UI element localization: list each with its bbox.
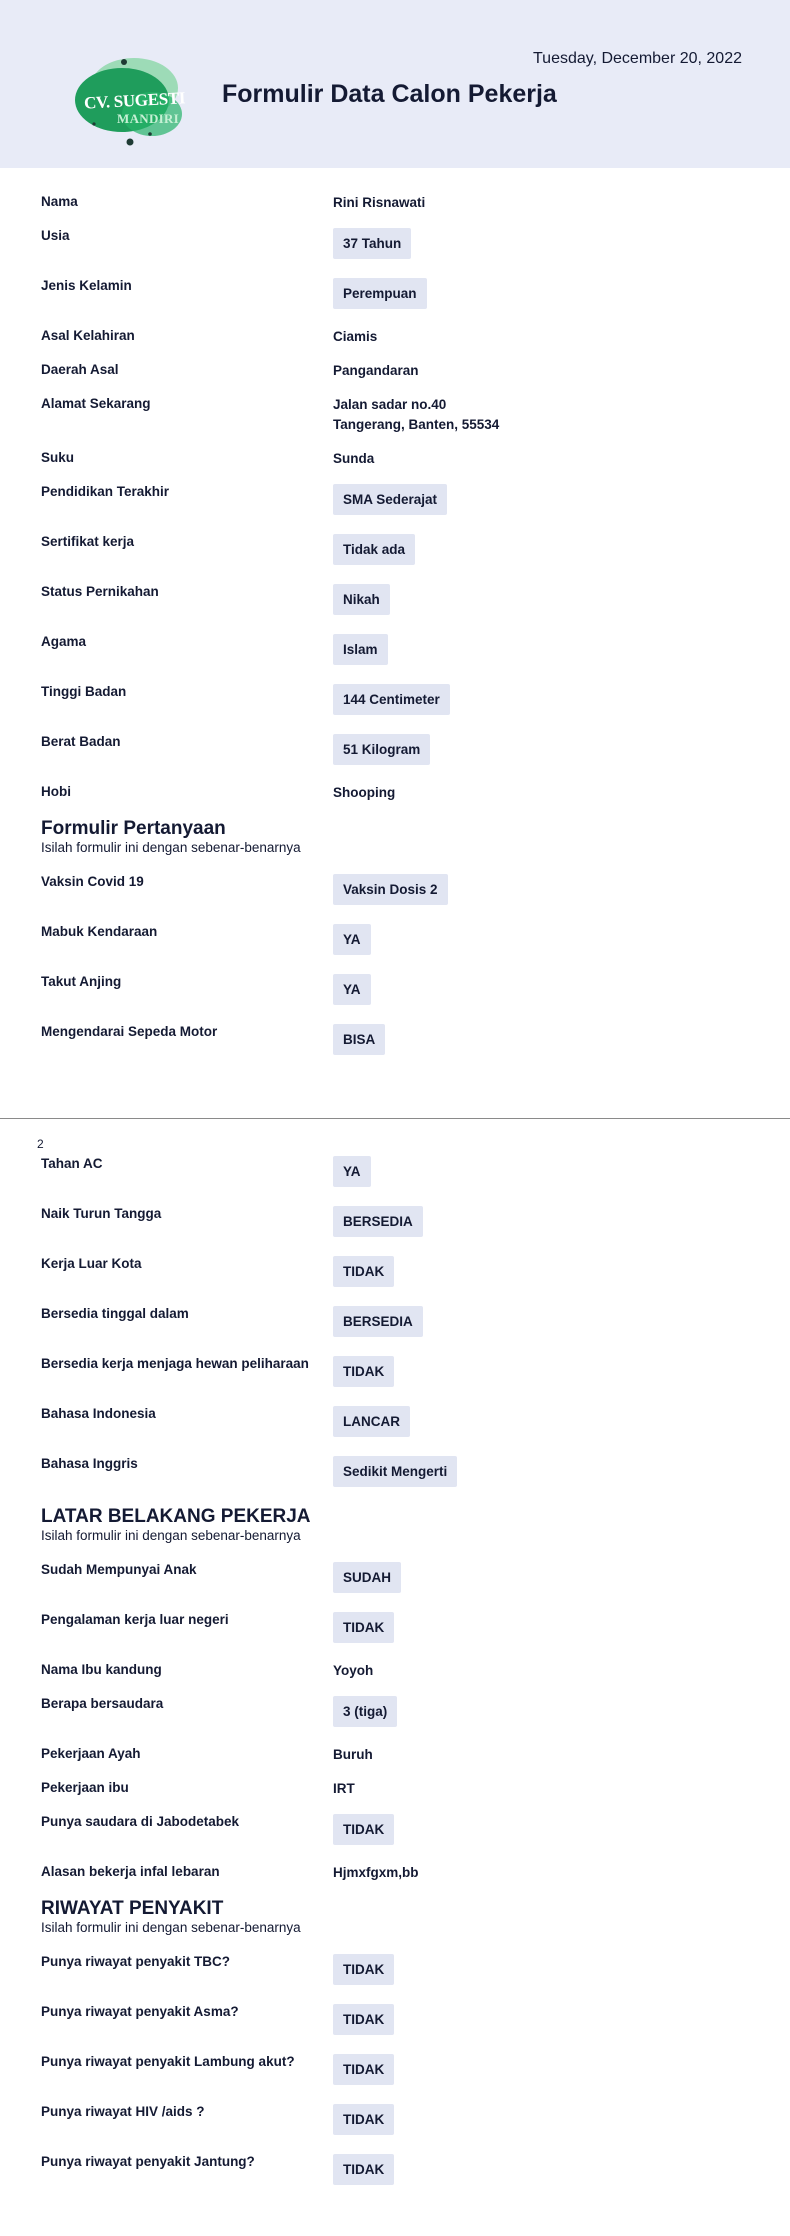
field-label: Nama: [41, 194, 78, 209]
field-value-chip: 51 Kilogram: [333, 734, 430, 765]
field-label: Status Pernikahan: [41, 584, 159, 599]
field-value: Pangandaran: [333, 363, 419, 378]
field-label: Mengendarai Sepeda Motor: [41, 1024, 218, 1039]
field-label: Sertifikat kerja: [41, 534, 135, 549]
field-value-chip: SMA Sederajat: [333, 484, 447, 515]
field-row: [41, 2054, 751, 2084]
field-value-chip: BISA: [333, 1024, 385, 1055]
field-value-chip: TIDAK: [333, 1954, 394, 1985]
field-row: [41, 278, 751, 308]
field-label: Asal Kelahiran: [41, 328, 135, 343]
section-heading: [41, 1898, 301, 1936]
form-header: [0, 0, 790, 168]
field-value: Rini Risnawati: [333, 195, 426, 210]
field-row: [41, 784, 751, 814]
field-row: [41, 1456, 751, 1486]
field-value: Buruh: [333, 1747, 373, 1762]
field-value: Hjmxfgxm,bb: [333, 1865, 419, 1880]
field-value-chip: Perempuan: [333, 278, 427, 309]
field-value-chip: YA: [333, 974, 371, 1005]
field-label: Sudah Mempunyai Anak: [41, 1562, 197, 1577]
field-value-chip: 37 Tahun: [333, 228, 411, 259]
field-value-chip: 144 Centimeter: [333, 684, 450, 715]
form-date: Tuesday, December 20, 2022: [532, 50, 742, 67]
field-row: [41, 1662, 751, 1692]
field-label: Punya riwayat penyakit Lambung akut?: [41, 2054, 295, 2069]
field-label: Kerja Luar Kota: [41, 1256, 142, 1271]
field-value: Yoyoh: [333, 1663, 374, 1678]
field-value-chip: Sedikit Mengerti: [333, 1456, 457, 1487]
field-row: [41, 2154, 751, 2184]
field-label: Punya riwayat penyakit Asma?: [41, 2004, 239, 2019]
field-row: [41, 396, 751, 440]
field-value-chip: Islam: [333, 634, 388, 665]
field-label: Agama: [41, 634, 87, 649]
field-row: [41, 1356, 751, 1386]
field-row: [41, 450, 751, 480]
field-value-chip: Nikah: [333, 584, 390, 615]
field-label: Alasan bekerja infal lebaran: [41, 1864, 220, 1879]
field-row: [41, 1156, 751, 1186]
field-row: [41, 1306, 751, 1336]
field-row: [41, 1780, 751, 1810]
field-label: Punya saudara di Jabodetabek: [41, 1814, 240, 1829]
field-row: [41, 194, 751, 224]
section-heading: [41, 818, 301, 856]
field-row: [41, 734, 751, 764]
field-row: [41, 2004, 751, 2034]
field-label: Bahasa Indonesia: [41, 1406, 156, 1421]
field-row: [41, 634, 751, 664]
field-row: [41, 484, 751, 514]
field-value-chip: YA: [333, 1156, 371, 1187]
field-row: [41, 684, 751, 714]
field-value-chip: 3 (tiga): [333, 1696, 397, 1727]
field-value-chip: TIDAK: [333, 1612, 394, 1643]
field-label: Tahan AC: [41, 1156, 103, 1171]
field-row: [41, 228, 751, 258]
field-row: [41, 328, 751, 358]
field-label: Mabuk Kendaraan: [41, 924, 158, 939]
field-row: [41, 974, 751, 1004]
field-label: Bersedia tinggal dalam: [41, 1306, 189, 1321]
field-label: Pekerjaan Ayah: [41, 1746, 141, 1761]
section-title: LATAR BELAKANG PEKERJA: [41, 1506, 311, 1527]
field-value-chip: Tidak ada: [333, 534, 415, 565]
form-title: Formulir Data Calon Pekerja: [222, 80, 557, 108]
field-row: [41, 1406, 751, 1436]
field-label: Hobi: [41, 784, 71, 799]
field-label: Takut Anjing: [41, 974, 122, 989]
field-row: [41, 534, 751, 564]
field-value: IRT: [333, 1781, 355, 1796]
section-subtitle: Isilah formulir ini dengan sebenar-benarnya: [41, 1920, 301, 1935]
field-label: Bersedia kerja menjaga hewan peliharaan: [41, 1356, 309, 1371]
section-title: Formulir Pertanyaan: [41, 818, 226, 839]
field-label: Daerah Asal: [41, 362, 119, 377]
section-heading: [41, 1506, 311, 1544]
field-row: [41, 1814, 751, 1844]
field-value: Sunda: [333, 451, 375, 466]
field-label: Pengalaman kerja luar negeri: [41, 1612, 229, 1627]
field-value: Shooping: [333, 785, 396, 800]
field-label: Berat Badan: [41, 734, 121, 749]
field-value-chip: SUDAH: [333, 1562, 401, 1593]
field-label: Jenis Kelamin: [41, 278, 132, 293]
field-value-chip: TIDAK: [333, 2054, 394, 2085]
field-value-chip: TIDAK: [333, 2004, 394, 2035]
field-row: [41, 584, 751, 614]
field-row: [41, 924, 751, 954]
field-row: [41, 1612, 751, 1642]
logo-subtext: MANDIRI: [117, 111, 180, 126]
page-divider: [0, 1118, 790, 1119]
field-value: Ciamis: [333, 329, 378, 344]
field-row: [41, 1256, 751, 1286]
field-row: [41, 1562, 751, 1592]
field-label: Berapa bersaudara: [41, 1696, 164, 1711]
field-value-chip: TIDAK: [333, 2154, 394, 2185]
field-label: Vaksin Covid 19: [41, 874, 144, 889]
logo-text: CV. SUGESTI: [83, 88, 186, 113]
field-label: Punya riwayat HIV /aids ?: [41, 2104, 205, 2119]
page-number: 2: [37, 1137, 44, 1151]
section-subtitle: Isilah formulir ini dengan sebenar-benarnya: [41, 840, 301, 855]
field-value-line2: Tangerang, Banten, 55534: [333, 417, 500, 432]
field-row: [41, 1954, 751, 1984]
field-label: Pendidikan Terakhir: [41, 484, 170, 499]
field-label: Naik Turun Tangga: [41, 1206, 162, 1221]
field-row: [41, 1696, 751, 1726]
field-value-chip: TIDAK: [333, 1356, 394, 1387]
field-row: [41, 362, 751, 392]
field-value-chip: BERSEDIA: [333, 1306, 423, 1337]
field-label: Punya riwayat penyakit TBC?: [41, 1954, 231, 1969]
field-value: Jalan sadar no.40: [333, 397, 447, 412]
field-value-chip: LANCAR: [333, 1406, 410, 1437]
section-title: RIWAYAT PENYAKIT: [41, 1898, 224, 1919]
field-value-chip: BERSEDIA: [333, 1206, 423, 1237]
field-row: [41, 2104, 751, 2134]
field-label: Tinggi Badan: [41, 684, 127, 699]
field-label: Punya riwayat penyakit Jantung?: [41, 2154, 255, 2169]
field-row: [41, 1024, 751, 1054]
field-label: Suku: [41, 450, 75, 465]
field-row: [41, 1864, 751, 1894]
field-row: [41, 1746, 751, 1776]
field-value-chip: Vaksin Dosis 2: [333, 874, 448, 905]
field-label: Nama Ibu kandung: [41, 1662, 162, 1677]
field-value-chip: TIDAK: [333, 1256, 394, 1287]
field-label: Alamat Sekarang: [41, 396, 151, 411]
field-row: [41, 874, 751, 904]
field-label: Usia: [41, 228, 70, 243]
field-value-chip: YA: [333, 924, 371, 955]
field-label: Bahasa Inggris: [41, 1456, 138, 1471]
field-label: Pekerjaan ibu: [41, 1780, 129, 1795]
section-subtitle: Isilah formulir ini dengan sebenar-benarnya: [41, 1528, 301, 1543]
field-row: [41, 1206, 751, 1236]
field-value-chip: TIDAK: [333, 1814, 394, 1845]
field-value-chip: TIDAK: [333, 2104, 394, 2135]
